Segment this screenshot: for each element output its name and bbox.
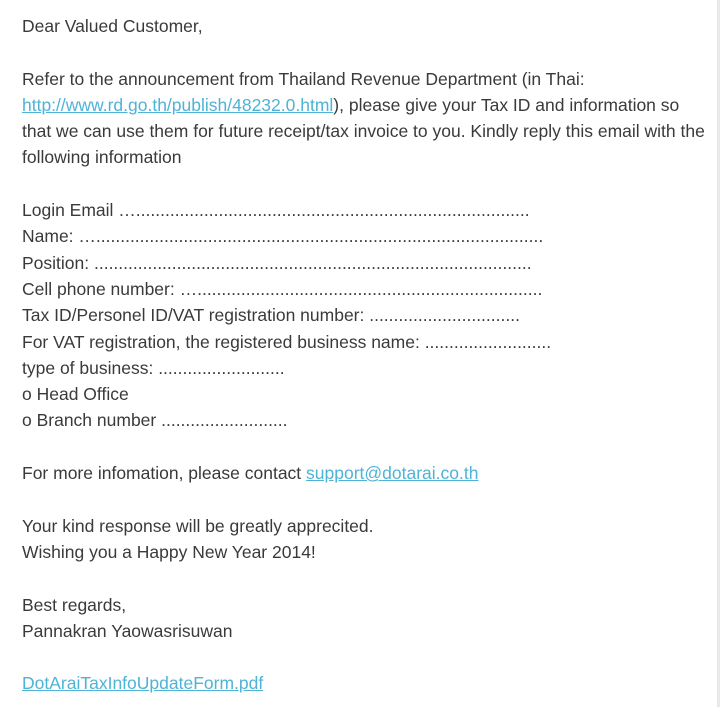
form-field-tax-id: Tax ID/Personel ID/VAT registration number: ...............................: [22, 305, 520, 326]
closing-line-new-year: Wishing you a Happy New Year 2014!: [22, 541, 316, 562]
spacer: [22, 434, 712, 460]
rd-announcement-link[interactable]: http://www.rd.go.th/publish/48232.0.html: [22, 94, 334, 115]
spacer: [22, 39, 712, 65]
support-email-link[interactable]: support@dotarai.co.th: [306, 463, 479, 484]
attachment-line: [22, 670, 712, 696]
spacer: [22, 565, 712, 591]
form-option-head-office: o Head Office: [22, 384, 129, 405]
contact-prefix: For more infomation, please contact: [22, 463, 307, 484]
email-body: [22, 13, 712, 697]
form-field-position: Position: ..........................................................................................: [22, 252, 532, 273]
email-greeting: Dear Valued Customer,: [22, 16, 203, 36]
form-field-business-name: For VAT registration, the registered business name: ..........................: [22, 331, 552, 352]
spacer: [22, 486, 712, 512]
spacer: [22, 171, 712, 197]
form-field-business-type: type of business: ..........................: [22, 357, 285, 378]
email-intro-paragraph: [22, 66, 712, 171]
intro-prefix: Refer to the announcement from Thailand Revenue Department (in Thai:: [22, 68, 585, 89]
closing-line-response: Your kind response will be greatly apprecited.: [22, 515, 374, 536]
form-option-branch-number: o Branch number ..........................: [22, 410, 288, 431]
form-field-login-email: Login Email ….................................................................................: [22, 200, 530, 221]
email-signoff: Best regards,: [22, 594, 127, 615]
sender-name: Pannakran Yaowasrisuwan: [22, 620, 233, 641]
attachment-link[interactable]: DotAraiTaxInfoUpdateForm.pdf: [22, 673, 264, 694]
spacer: [22, 644, 712, 670]
form-field-name: Name: …............................................................................................: [22, 226, 544, 247]
contact-line: [22, 460, 712, 486]
intro-suffix: ), please give your Tax ID and information so that we can use them for future receipt/tax invoice to you. Kindly reply this email with the following information: [22, 94, 705, 168]
form-field-cell-phone: Cell phone number: ….......................................................................: [22, 278, 543, 299]
